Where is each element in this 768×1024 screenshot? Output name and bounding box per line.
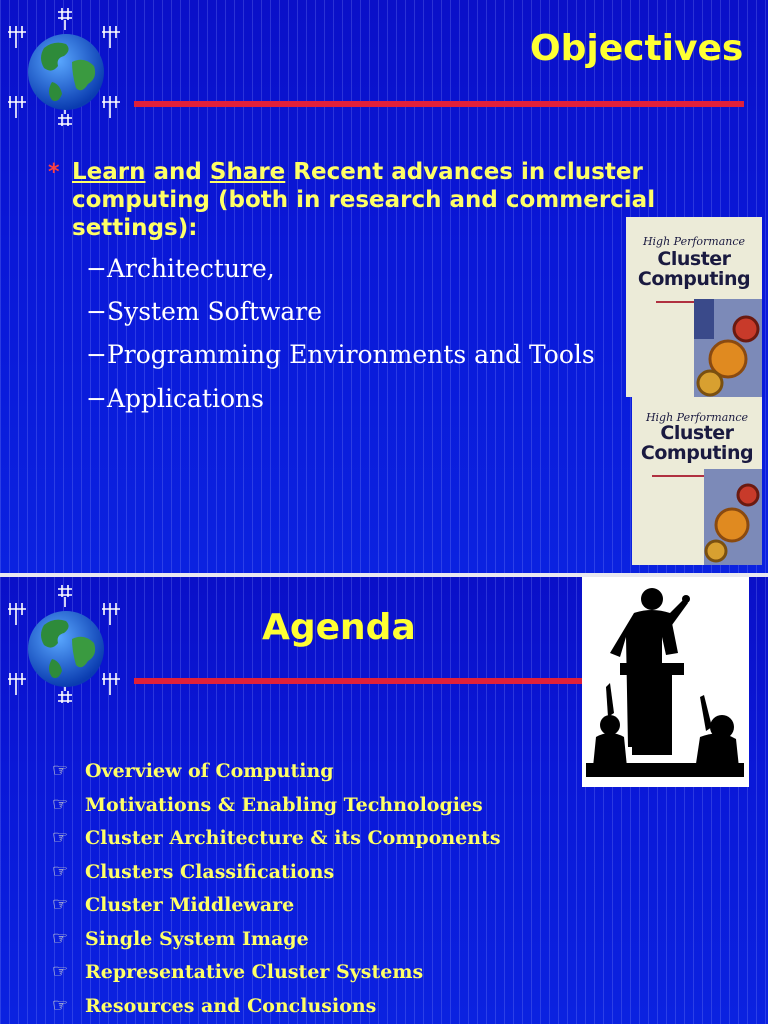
sub-item-label: Programming Environments and Tools: [106, 340, 595, 369]
learn-word: Learn: [72, 159, 146, 185]
title-rule: [134, 101, 744, 107]
gears-illustration-icon: [694, 299, 762, 397]
list-item: [52, 825, 501, 859]
dash-marker: −: [86, 297, 107, 326]
list-item: [52, 993, 501, 1024]
dash-marker: −: [86, 384, 107, 413]
pointing-hand-icon: ☞: [52, 793, 69, 815]
pointing-hand-icon: ☞: [52, 760, 69, 781]
pointing-hand-icon: ☞: [52, 827, 69, 848]
list-item: [52, 959, 501, 993]
slide-title: Agenda: [262, 607, 416, 648]
sub-item-label: Applications: [106, 384, 264, 413]
gears-illustration-icon: [704, 469, 762, 565]
sub-item-label: Architecture,: [106, 254, 275, 283]
list-item: [52, 758, 501, 792]
sub-item: [86, 297, 322, 326]
pointing-hand-icon: ☞: [52, 961, 69, 982]
sub-item: [86, 384, 264, 413]
intro-rest: Recent advances in cluster computing (both in research and commercial settings):: [72, 159, 656, 241]
book-title-line: Computing: [637, 268, 751, 290]
agenda-item-label: Cluster Architecture & its Components: [85, 827, 501, 849]
agenda-list: [52, 758, 501, 1024]
bullet-marker: *: [48, 160, 60, 185]
agenda-item-label: Resources and Conclusions: [85, 994, 377, 1017]
and-word: and: [145, 159, 210, 185]
share-word: Share: [209, 159, 286, 185]
agenda-item-label: Overview of Computing: [85, 760, 334, 782]
globe-network-logo-icon: [6, 581, 126, 711]
book-title-line: Computing: [640, 442, 754, 464]
book-title-line: Cluster: [660, 422, 734, 444]
globe-network-logo-icon: [6, 4, 126, 134]
agenda-item-label: Representative Cluster Systems: [85, 961, 424, 983]
agenda-item-label: Cluster Middleware: [85, 894, 295, 916]
list-item: [52, 792, 501, 826]
speaker-silhouette-icon: [582, 577, 749, 787]
pointing-hand-icon: ☞: [52, 894, 69, 915]
list-item: [52, 892, 501, 926]
list-item: [52, 859, 501, 893]
speaker-illustration: [582, 577, 749, 787]
sub-item-label: System Software: [106, 297, 323, 326]
sub-item: [86, 340, 595, 369]
sub-item: [86, 254, 275, 283]
agenda-item-label: Single System Image: [85, 927, 309, 950]
book-cover-volume-2: [632, 397, 762, 565]
dash-marker: −: [86, 254, 107, 283]
book-subtitle: High Performance: [642, 235, 746, 248]
pointing-hand-icon: ☞: [52, 927, 69, 949]
book-cover-volume-1: [626, 217, 762, 397]
agenda-item-label: Clusters Classifications: [85, 860, 335, 883]
list-item: [52, 926, 501, 960]
agenda-slide: [0, 577, 768, 1024]
book-subtitle: High Performance: [645, 411, 749, 424]
book-title-line: Cluster: [657, 248, 731, 270]
title-rule: [134, 678, 584, 684]
dash-marker: −: [86, 340, 107, 369]
agenda-item-label: Motivations & Enabling Technologies: [85, 793, 483, 816]
pointing-hand-icon: ☞: [52, 994, 69, 1016]
slide-title: Objectives: [530, 28, 744, 69]
pointing-hand-icon: ☞: [52, 860, 69, 882]
